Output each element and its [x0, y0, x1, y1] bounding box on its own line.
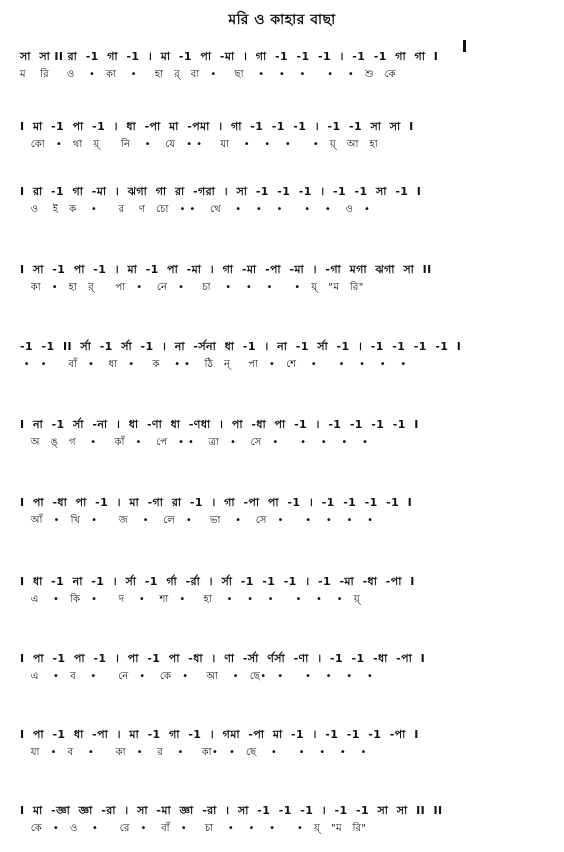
lyric-row: এ • ব • নে • কে • আ • ছে• • • • • •: [20, 671, 374, 682]
swara-row: I রা -1 গা -মা । ঝগা গা রা -গরা । সা -1 -1 -1 । -1 -1 সা -1 I: [20, 185, 422, 198]
notation-line: [20, 340, 550, 372]
notation-line: [20, 575, 550, 607]
notation-line: [20, 50, 550, 82]
notation-line: [20, 418, 550, 450]
notation-line: [20, 728, 550, 760]
lyric-row: কা • হা র্ পা • নে • চা • • • • য়্ "ম রি": [20, 282, 364, 293]
swara-row: I পা -1 পা -1 । পা -1 পা -ধা । ণা -র্সা র্ণর্সা -ণা । -1 -1 -ধা -পা I: [20, 652, 426, 665]
swara-row: I মা -1 পা -1 । ধা -পা মা -পমা । গা -1 -1 -1 । -1 -1 সা সা I: [20, 120, 414, 133]
swara-row: I পা -ধা পা -1 । মা -গা রা -1 । গা -পা পা -1 । -1 -1 -1 -1 I: [20, 496, 413, 509]
swara-row: I না -1 র্সা -না । ধা -ণা ধা -ণধা । পা -ধা পা -1 । -1 -1 -1 -1 I: [20, 418, 419, 431]
lyric-row: • • বাঁ • ধা • ক • • ঠি ন্ পা • শে • • • • •: [20, 359, 407, 370]
page-title: মরি ও কাহার বাছা: [228, 12, 336, 28]
notation-line: [20, 120, 550, 152]
notation-line: [20, 263, 550, 295]
lyric-row: কে • ও • রে • বাঁ • চা • • • • য়্ "ম রি": [20, 823, 367, 834]
lyric-row: আঁ • খি • জ • লে • ভা • সে • • • • •: [20, 515, 374, 526]
lyric-row: ম রি ও • কা • হা র্ বা • ছা • • • • • শু কে: [20, 69, 397, 80]
lyric-row: এ • কি • দ • শা • হা • • • • • • য়্: [20, 594, 360, 605]
swara-row: -1 -1 II র্সা -1 র্সা -1 । না -র্সনা ধা -1 । না -1 র্সা -1 । -1 -1 -1 -1 I: [20, 340, 462, 353]
swara-row: I মা -জ্ঞা জ্ঞা -রা । সা -মা জ্ঞা -রা । সা -1 -1 -1 । -1 -1 সা সা II II: [20, 804, 443, 817]
lyric-row: কো • থা য়্ নি • যে • • যা • • • • য়্ আ হা: [20, 139, 379, 150]
notation-line: [20, 185, 550, 217]
swara-row: I পা -1 ধা -পা । মা -1 গা -1 । গমা -পা মা -1 । -1 -1 -1 -পা I: [20, 728, 419, 741]
swara-row: I ধা -1 না -1 । র্সা -1 র্গা -র্রা । র্সা -1 -1 -1 । -1 -মা -ধা -পা I: [20, 575, 415, 588]
lyric-row: অ ঙ্ গ • কাঁ • পে • • ত্রা • সে • • • • •: [20, 437, 369, 448]
notation-line: [20, 496, 550, 528]
swara-row: I সা -1 পা -1 । মা -1 পা -মা । গা -মা -পা -মা । -গা মগা ঝগা সা II: [20, 263, 432, 276]
lyric-row: ও ই ক • র ণ চো • • থে • • • • • ও •: [20, 204, 371, 215]
lyric-row: যা • ব • কা • র • কা• • ছে • • • • •: [20, 747, 367, 758]
notation-line: [20, 804, 550, 836]
swara-row: সা সা II রা -1 গা -1 । মা -1 পা -মা । গা -1 -1 -1 । -1 -1 গা গা I: [20, 50, 439, 63]
notation-line: [20, 652, 550, 684]
